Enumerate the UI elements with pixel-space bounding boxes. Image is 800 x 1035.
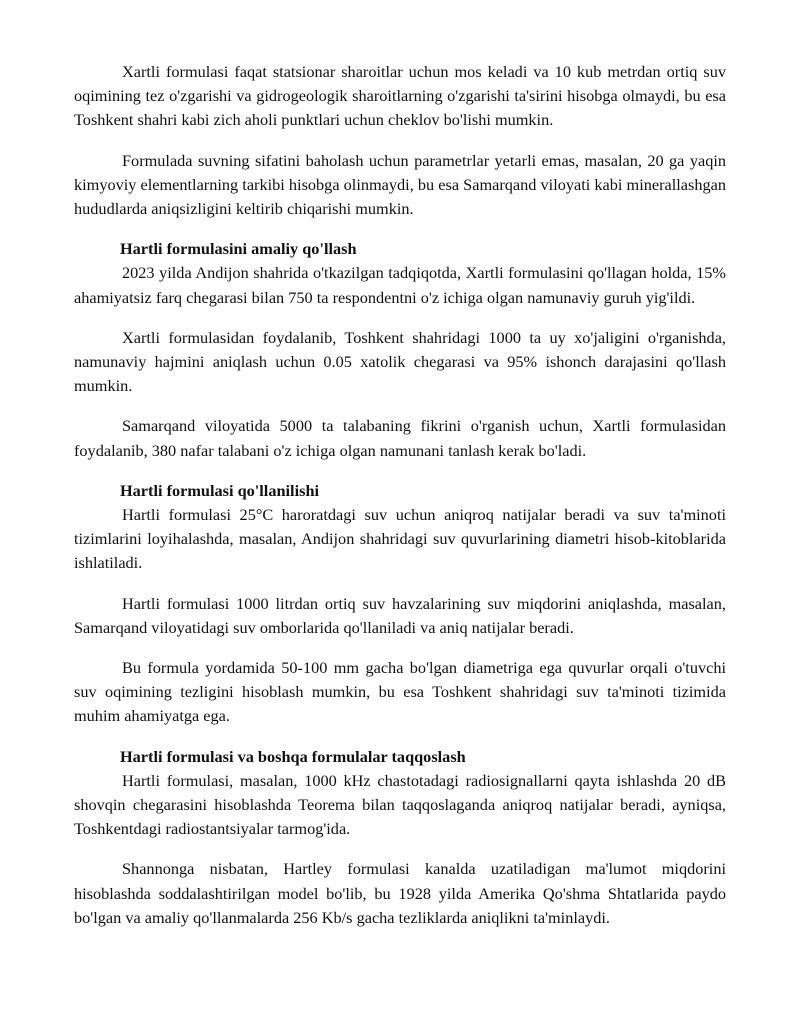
paragraph: Shannonga nisbatan, Hartley formulasi kanalda uzatiladigan ma'lumot miqdorini hisoblashda soddalashtirilgan model bo'lib, bu 1928 yilda Amerika Qo'shma Shtatlarida paydo bo'lgan va amaliy qo'llanmalarda 256 Kb/s gacha tezliklarda aniqlikni ta'minlaydi. bbox=[74, 859, 726, 927]
document-page bbox=[74, 60, 726, 930]
paragraph: Hartli formulasi, masalan, 1000 kHz chastotadagi radiosignallarni qayta ishlashda 20 dB shovqin chegarasini hisoblashda Teorema bilan taqqoslaganda aniqroq natijalar beradi, ayniqsa, Toshkentdagi radiostantsiyalar tarmog'ida. bbox=[74, 770, 726, 839]
section-heading: Hartli formulasi va boshqa formulalar taqqoslash bbox=[120, 746, 466, 766]
paragraph: Xartli formulasi faqat statsionar sharoitlar uchun mos keladi va 10 kub metrdan ortiq suv oqimining tez o'zgarishi va gidrogeologik sharoitlarning o'zgarishi ta'sirini hisobga olmaydi, bu esa Toshkent shahri kabi zich aholi punktlari uchun cheklov bo'lishi mumkin. bbox=[74, 62, 726, 130]
section-heading: Hartli formulasini amaliy qo'llash bbox=[120, 239, 357, 259]
paragraph: 2023 yilda Andijon shahrida o'tkazilgan tadqiqotda, Xartli formulasini qo'llagan holda, 15% ahamiyatsiz farq chegarasi bilan 750 ta respondentni o'z ichiga olgan namunaviy guruh yig'ildi. bbox=[74, 263, 726, 307]
paragraph: Hartli formulasi 1000 litrdan ortiq suv havzalarining suv miqdorini aniqlashda, masalan, Samarqand viloyatidagi suv omborlarida qo'llaniladi va aniq natijalar beradi. bbox=[74, 593, 726, 637]
section-heading: Hartli formulasi qo'llanilishi bbox=[120, 480, 320, 500]
paragraph: Bu formula yordamida 50-100 mm gacha bo'lgan diametriga ega quvurlar orqali o'tuvchi suv oqimining tezligini hisoblash mumkin, bu esa Toshkent shahridagi suv ta'minoti tizimida muhim ahamiyatga ega. bbox=[74, 658, 726, 726]
paragraph: Samarqand viloyatida 5000 ta talabaning fikrini o'rganish uchun, Xartli formulasidan foydalanib, 380 nafar talabani o'z ichiga olgan namunani tanlash kerak bo'ladi. bbox=[74, 416, 726, 460]
paragraph: Hartli formulasi 25°C haroratdagi suv uchun aniqroq natijalar beradi va suv ta'minoti tizimlarini loyihalashda, masalan, Andijon shahridagi suv quvurlarining diametri hisob-kitoblarida ishlatiladi. bbox=[74, 505, 726, 573]
paragraph: Xartli formulasidan foydalanib, Toshkent shahridagi 1000 ta uy xo'jaligini o'rganishda, namunaviy hajmini aniqlash uchun 0.05 xatolik chegarasi va 95% ishonch darajasini qo'llash mumkin. bbox=[74, 327, 726, 396]
paragraph: Formulada suvning sifatini baholash uchun parametrlar yetarli emas, masalan, 20 ga yaqin kimyoviy elementlarning tarkibi hisobga olinmaydi, bu esa Samarqand viloyati kabi minerallashgan hududlarda aniqsizligini keltirib chiqarishi mumkin. bbox=[74, 150, 726, 219]
